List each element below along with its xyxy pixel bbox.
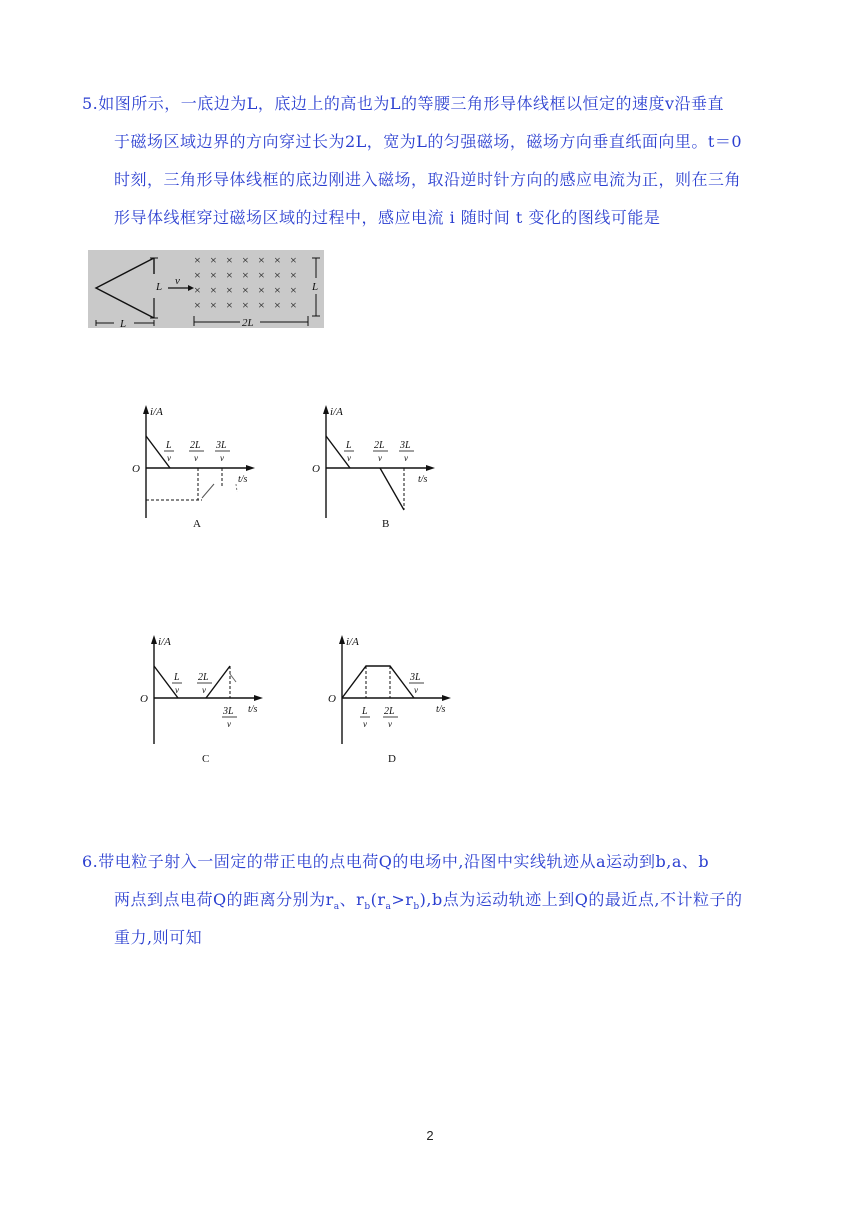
field-cross: ×: [274, 298, 281, 312]
y-axis-label: i/A: [158, 636, 171, 648]
tick-l-den: v: [347, 453, 351, 463]
tick-3l-den: v: [220, 453, 224, 463]
page-number: 2: [426, 1128, 434, 1143]
y-axis-label: i/A: [150, 406, 163, 418]
tick-3l-den: v: [414, 685, 418, 695]
field-cross: ×: [194, 253, 201, 267]
option-label-c: C: [202, 753, 210, 765]
tick-2l-num: 2L: [190, 440, 201, 451]
tick-l-den: v: [175, 685, 179, 695]
x-axis-label: t/s: [418, 474, 428, 485]
origin-label: O: [132, 463, 140, 475]
q6-text-1: 带电粒子射入一固定的带正电的点电荷Q的电场中,沿图中实线轨迹从a运动到b,a、b: [98, 852, 710, 871]
origin-label: O: [140, 693, 148, 705]
q5-line-2: 于磁场区域边界的方向穿过长为2L，宽为L的匀强磁场，磁场方向垂直纸面向里。t＝0: [114, 132, 743, 151]
q6-text-2a: 两点到点电荷Q的距离分别为r: [114, 890, 334, 909]
field-cross: ×: [210, 283, 217, 297]
tick-l-num: L: [174, 672, 180, 683]
tick-2l-den: v: [202, 685, 206, 695]
tick-3l-den: v: [227, 719, 231, 729]
tick-2l-num: 2L: [198, 672, 209, 683]
q6-number: 6.: [82, 852, 99, 871]
field-cross: ×: [210, 253, 217, 267]
tick-2l-den: v: [388, 719, 392, 729]
y-axis-label: i/A: [330, 406, 343, 418]
field-cross: ×: [274, 253, 281, 267]
q6-sub-b-2: b: [413, 902, 420, 913]
field-cross: ×: [194, 283, 201, 297]
tick-l-num: L: [166, 440, 172, 451]
field-cross: ×: [226, 283, 233, 297]
tick-3l-den: v: [404, 453, 408, 463]
field-cross: ×: [290, 268, 297, 282]
q6-sub-a: a: [333, 902, 340, 913]
field-cross: ×: [194, 298, 201, 312]
field-cross: ×: [274, 268, 281, 282]
field-cross: ×: [226, 253, 233, 267]
field-cross: ×: [274, 283, 281, 297]
field-cross: ×: [290, 283, 297, 297]
tick-2l-den: v: [378, 453, 382, 463]
option-label-a: A: [193, 518, 201, 530]
origin-label: O: [328, 693, 336, 705]
field-cross: ×: [242, 268, 249, 282]
tick-l-den: v: [167, 453, 171, 463]
tick-2l-num: 2L: [374, 440, 385, 451]
setup-figure: [88, 250, 324, 328]
q6-text-2b: 、r: [339, 890, 365, 909]
q5-text-1: 如图所示，一底边为L，底边上的高也为L的等腰三角形导体线框以恒定的速度v沿垂直: [98, 94, 725, 113]
q6-text-2d: >r: [391, 890, 414, 909]
field-cross: ×: [258, 253, 265, 267]
field-cross: ×: [258, 298, 265, 312]
q6-sub-b: b: [364, 902, 371, 913]
q5-line-3: 时刻，三角形导体线框的底边刚进入磁场，取沿逆时针方向的感应电流为正，则在三角: [114, 170, 742, 189]
tick-3l-num: 3L: [223, 706, 234, 717]
field-cross: ×: [242, 253, 249, 267]
option-graph-b: [302, 400, 462, 535]
field-cross: ×: [226, 298, 233, 312]
field-cross: ×: [258, 283, 265, 297]
field-width-label: L: [312, 281, 319, 293]
field-cross: ×: [210, 298, 217, 312]
origin-label: O: [312, 463, 320, 475]
field-cross: ×: [258, 268, 265, 282]
option-graph-c: [130, 630, 290, 768]
field-cross: ×: [194, 268, 201, 282]
field-cross: ×: [242, 298, 249, 312]
field-cross: ×: [242, 283, 249, 297]
q6-line-2: [114, 890, 742, 917]
q6-text-2e: ),b点为运动轨迹上到Q的最近点,不计粒子的: [419, 890, 743, 909]
option-graph-d: [318, 630, 478, 768]
q5-line-4: 形导体线框穿过磁场区域的过程中，感应电流 i 随时间 t 变化的图线可能是: [114, 208, 661, 227]
q5-line-1: [82, 94, 724, 114]
x-axis-label: t/s: [248, 704, 258, 715]
tick-3l-num: 3L: [410, 672, 421, 683]
field-cross: ×: [290, 298, 297, 312]
option-label-b: B: [382, 518, 390, 530]
field-cross: ×: [226, 268, 233, 282]
tick-2l-num: 2L: [384, 706, 395, 717]
x-axis-label: t/s: [436, 704, 446, 715]
base-label: L: [120, 318, 127, 328]
field-length-label: 2L: [242, 317, 254, 328]
q6-line-1: [82, 852, 709, 872]
tick-2l-den: v: [194, 453, 198, 463]
tick-l-num: L: [346, 440, 352, 451]
x-axis-label: t/s: [238, 474, 248, 485]
y-axis-label: i/A: [346, 636, 359, 648]
tick-3l-num: 3L: [400, 440, 411, 451]
tick-l-num: L: [362, 706, 368, 717]
velocity-label: v: [175, 275, 180, 287]
field-cross: ×: [210, 268, 217, 282]
height-label: L: [156, 281, 163, 293]
option-label-d: D: [388, 753, 396, 765]
tick-l-den: v: [363, 719, 367, 729]
tick-3l-num: 3L: [216, 440, 227, 451]
field-cross: ×: [290, 253, 297, 267]
q6-text-2c: (r: [370, 890, 386, 909]
q6-sub-a-2: a: [385, 902, 392, 913]
q6-line-3: 重力,则可知: [114, 928, 203, 947]
q5-number: 5.: [82, 94, 99, 113]
option-graph-a: [122, 400, 282, 535]
